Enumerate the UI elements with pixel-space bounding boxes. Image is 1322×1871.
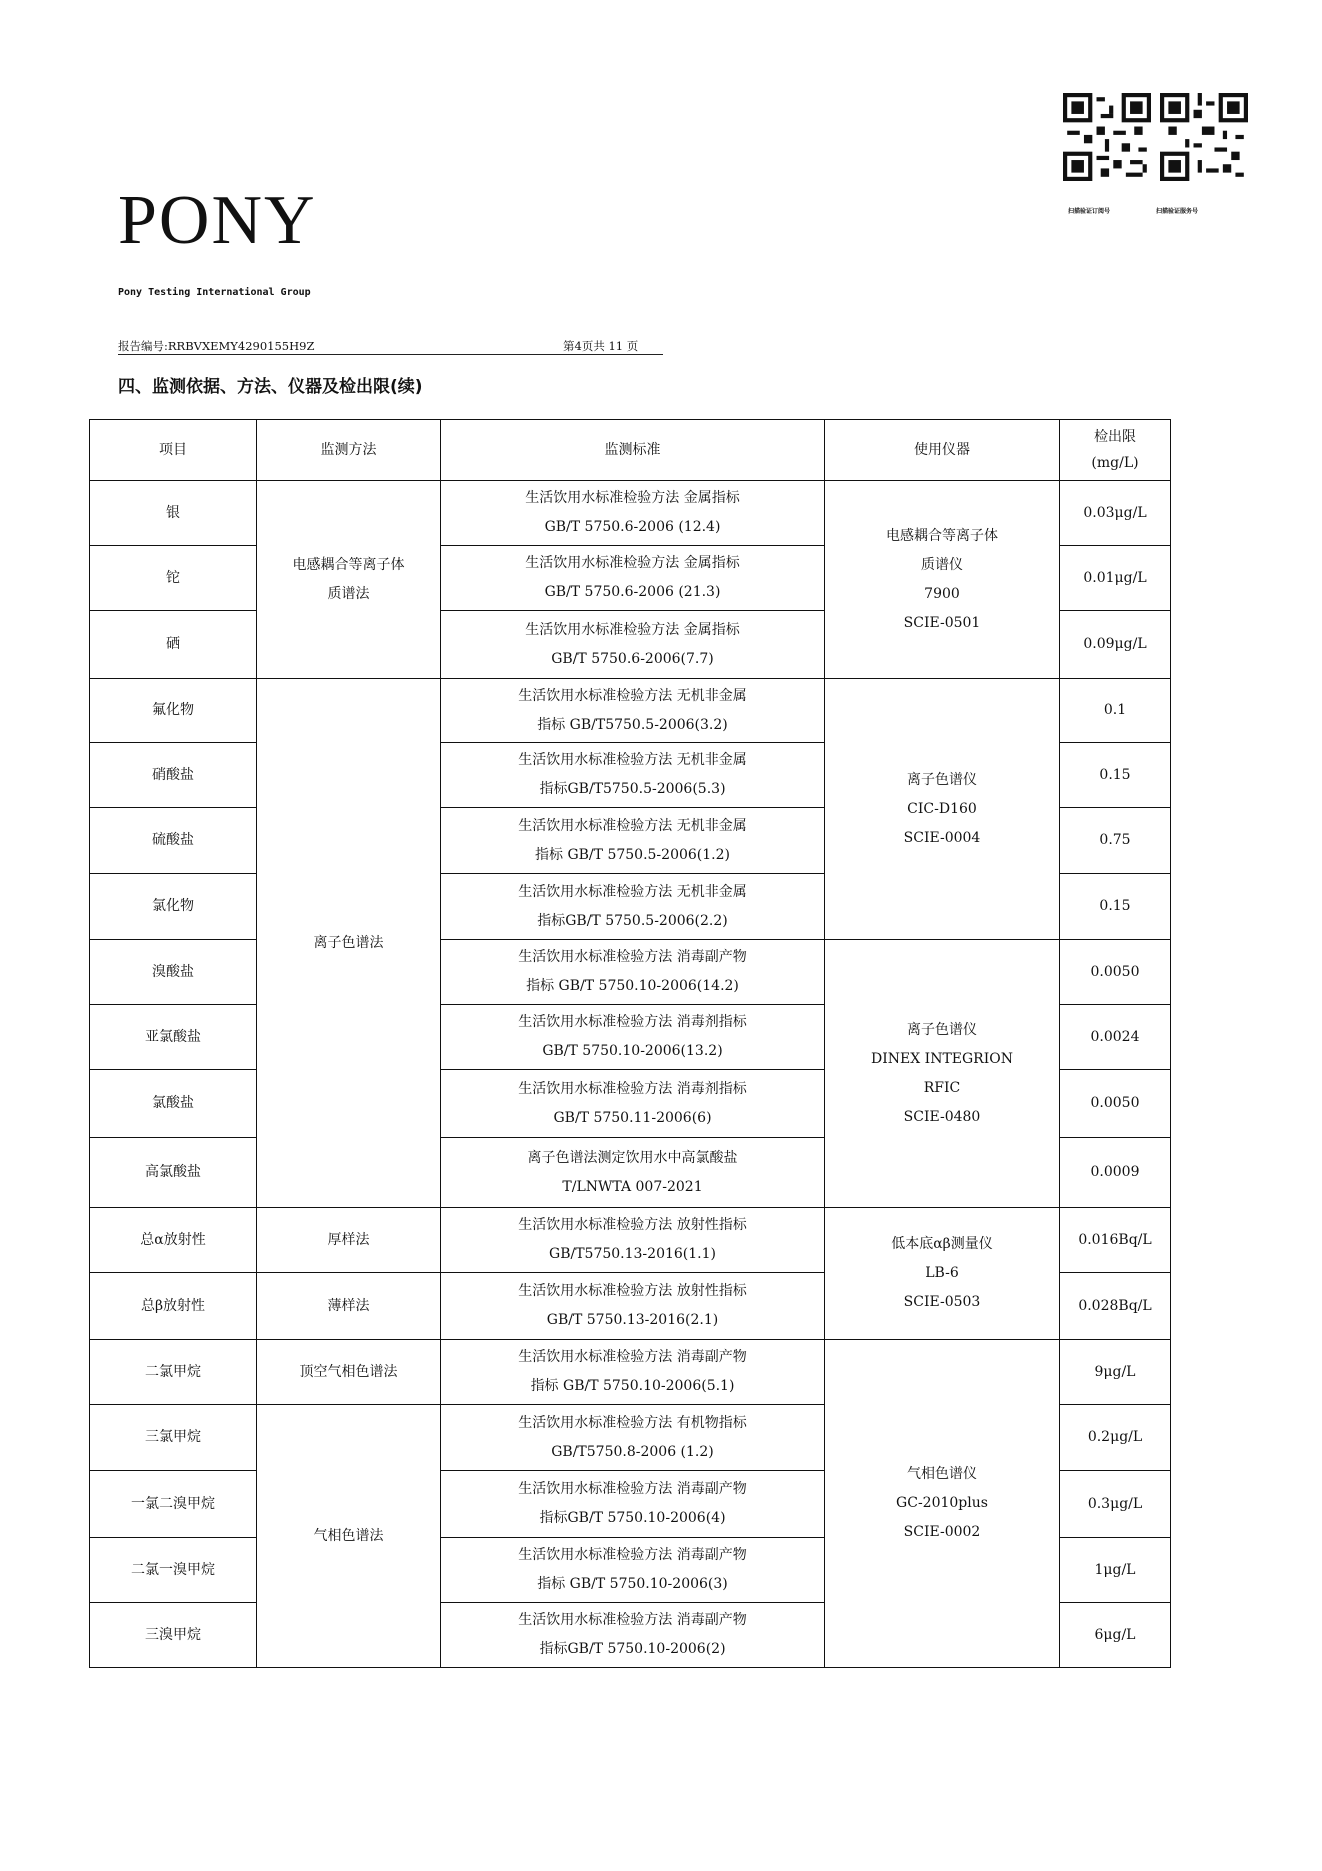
header-instrument: 使用仪器: [825, 420, 1060, 481]
limit-cell: 0.0050: [1060, 1070, 1171, 1138]
limit-cell: 0.0024: [1060, 1005, 1171, 1070]
qr-left-caption: 扫描验证订阅号: [1068, 208, 1111, 215]
item-cell: 铊: [90, 546, 257, 611]
company-name: Pony Testing International Group: [118, 287, 311, 298]
method-cell: 厚样法: [257, 1208, 441, 1273]
standard-cell: 生活饮用水标准检验方法 有机物指标 GB/T5750.8-2006 (1.2): [441, 1405, 825, 1471]
instrument-cell: 电感耦合等离子体 质谱仪 7900 SCIE-0501: [825, 481, 1060, 679]
header-standard: 监测标准: [441, 420, 825, 481]
standard-cell: 生活饮用水标准检验方法 消毒剂指标 GB/T 5750.10-2006(13.2): [441, 1005, 825, 1070]
standard-cell: 生活饮用水标准检验方法 金属指标 GB/T 5750.6-2006(7.7): [441, 611, 825, 679]
header-item: 项目: [90, 420, 257, 481]
qr-right-caption: 扫描验证服务号: [1156, 208, 1199, 215]
item-cell: 二氯甲烷: [90, 1340, 257, 1405]
standard-cell: 生活饮用水标准检验方法 消毒副产物 指标GB/T 5750.10-2006(4): [441, 1471, 825, 1538]
limit-cell: 0.3μg/L: [1060, 1471, 1171, 1538]
instrument-cell: 离子色谱仪 CIC-D160 SCIE-0004: [825, 679, 1060, 940]
item-cell: 亚氯酸盐: [90, 1005, 257, 1070]
item-cell: 二氯一溴甲烷: [90, 1538, 257, 1603]
method-cell: 离子色谱法: [257, 679, 441, 1208]
limit-cell: 0.15: [1060, 743, 1171, 808]
limit-cell: 6μg/L: [1060, 1603, 1171, 1668]
qr-code-icon: [1160, 93, 1248, 181]
standard-cell: 生活饮用水标准检验方法 无机非金属 指标GB/T5750.5-2006(5.3): [441, 743, 825, 808]
instrument-cell: 气相色谱仪 GC-2010plus SCIE-0002: [825, 1340, 1060, 1668]
item-cell: 氟化物: [90, 679, 257, 743]
table-row: [90, 1208, 1171, 1273]
standard-cell: 生活饮用水标准检验方法 消毒副产物 指标 GB/T 5750.10-2006(5.1): [441, 1340, 825, 1405]
report-info-line: [118, 338, 663, 355]
item-cell: 总α放射性: [90, 1208, 257, 1273]
report-number: 报告编号:RRBVXEMY4290155H9Z: [118, 339, 315, 353]
item-cell: 溴酸盐: [90, 940, 257, 1005]
limit-cell: 9μg/L: [1060, 1340, 1171, 1405]
limit-cell: 0.028Bq/L: [1060, 1273, 1171, 1340]
standard-cell: 生活饮用水标准检验方法 放射性指标 GB/T 5750.13-2016(2.1): [441, 1273, 825, 1340]
monitoring-table: [89, 419, 1171, 1668]
method-cell: 气相色谱法: [257, 1405, 441, 1668]
item-cell: 总β放射性: [90, 1273, 257, 1340]
limit-cell: 1μg/L: [1060, 1538, 1171, 1603]
table-row: [90, 481, 1171, 546]
standard-cell: 生活饮用水标准检验方法 无机非金属 指标 GB/T5750.5-2006(3.2): [441, 679, 825, 743]
limit-cell: 0.09μg/L: [1060, 611, 1171, 679]
item-cell: 一氯二溴甲烷: [90, 1471, 257, 1538]
standard-cell: 生活饮用水标准检验方法 无机非金属 指标GB/T 5750.5-2006(2.2): [441, 874, 825, 940]
method-cell: 顶空气相色谱法: [257, 1340, 441, 1405]
header-method: 监测方法: [257, 420, 441, 481]
qr-code-icon: [1063, 93, 1151, 181]
item-cell: 氯酸盐: [90, 1070, 257, 1138]
standard-cell: 生活饮用水标准检验方法 无机非金属 指标 GB/T 5750.5-2006(1.2): [441, 808, 825, 874]
instrument-cell: 离子色谱仪 DINEX INTEGRION RFIC SCIE-0480: [825, 940, 1060, 1208]
page-number: 第4页共 11 页: [563, 339, 639, 353]
item-cell: 银: [90, 481, 257, 546]
limit-cell: 0.0050: [1060, 940, 1171, 1005]
standard-cell: 生活饮用水标准检验方法 消毒副产物 指标GB/T 5750.10-2006(2): [441, 1603, 825, 1668]
standard-cell: 生活饮用水标准检验方法 金属指标 GB/T 5750.6-2006 (12.4): [441, 481, 825, 546]
item-cell: 硝酸盐: [90, 743, 257, 808]
limit-cell: 0.75: [1060, 808, 1171, 874]
header-detection-limit: 检出限 (mg/L): [1060, 420, 1171, 481]
company-logo: PONY: [118, 182, 317, 259]
standard-cell: 生活饮用水标准检验方法 金属指标 GB/T 5750.6-2006 (21.3): [441, 546, 825, 611]
standard-cell: 生活饮用水标准检验方法 放射性指标 GB/T5750.13-2016(1.1): [441, 1208, 825, 1273]
limit-cell: 0.0009: [1060, 1138, 1171, 1208]
standard-cell: 生活饮用水标准检验方法 消毒副产物 指标 GB/T 5750.10-2006(14.2): [441, 940, 825, 1005]
standard-cell: 生活饮用水标准检验方法 消毒副产物 指标 GB/T 5750.10-2006(3): [441, 1538, 825, 1603]
item-cell: 硫酸盐: [90, 808, 257, 874]
limit-cell: 0.2μg/L: [1060, 1405, 1171, 1471]
section-title: 四、监测依据、方法、仪器及检出限(续): [118, 377, 423, 397]
limit-cell: 0.016Bq/L: [1060, 1208, 1171, 1273]
table-header-row: [90, 420, 1171, 481]
standard-cell: 离子色谱法测定饮用水中高氯酸盐 T/LNWTA 007-2021: [441, 1138, 825, 1208]
item-cell: 氯化物: [90, 874, 257, 940]
item-cell: 高氯酸盐: [90, 1138, 257, 1208]
limit-cell: 0.15: [1060, 874, 1171, 940]
item-cell: 三氯甲烷: [90, 1405, 257, 1471]
item-cell: 硒: [90, 611, 257, 679]
table-row: [90, 1340, 1171, 1405]
instrument-cell: 低本底αβ测量仪 LB-6 SCIE-0503: [825, 1208, 1060, 1340]
table-row: [90, 940, 1171, 1005]
method-cell: 薄样法: [257, 1273, 441, 1340]
limit-cell: 0.01μg/L: [1060, 546, 1171, 611]
limit-cell: 0.03μg/L: [1060, 481, 1171, 546]
limit-cell: 0.1: [1060, 679, 1171, 743]
method-cell: 电感耦合等离子体 质谱法: [257, 481, 441, 679]
table-row: [90, 679, 1171, 743]
item-cell: 三溴甲烷: [90, 1603, 257, 1668]
standard-cell: 生活饮用水标准检验方法 消毒剂指标 GB/T 5750.11-2006(6): [441, 1070, 825, 1138]
